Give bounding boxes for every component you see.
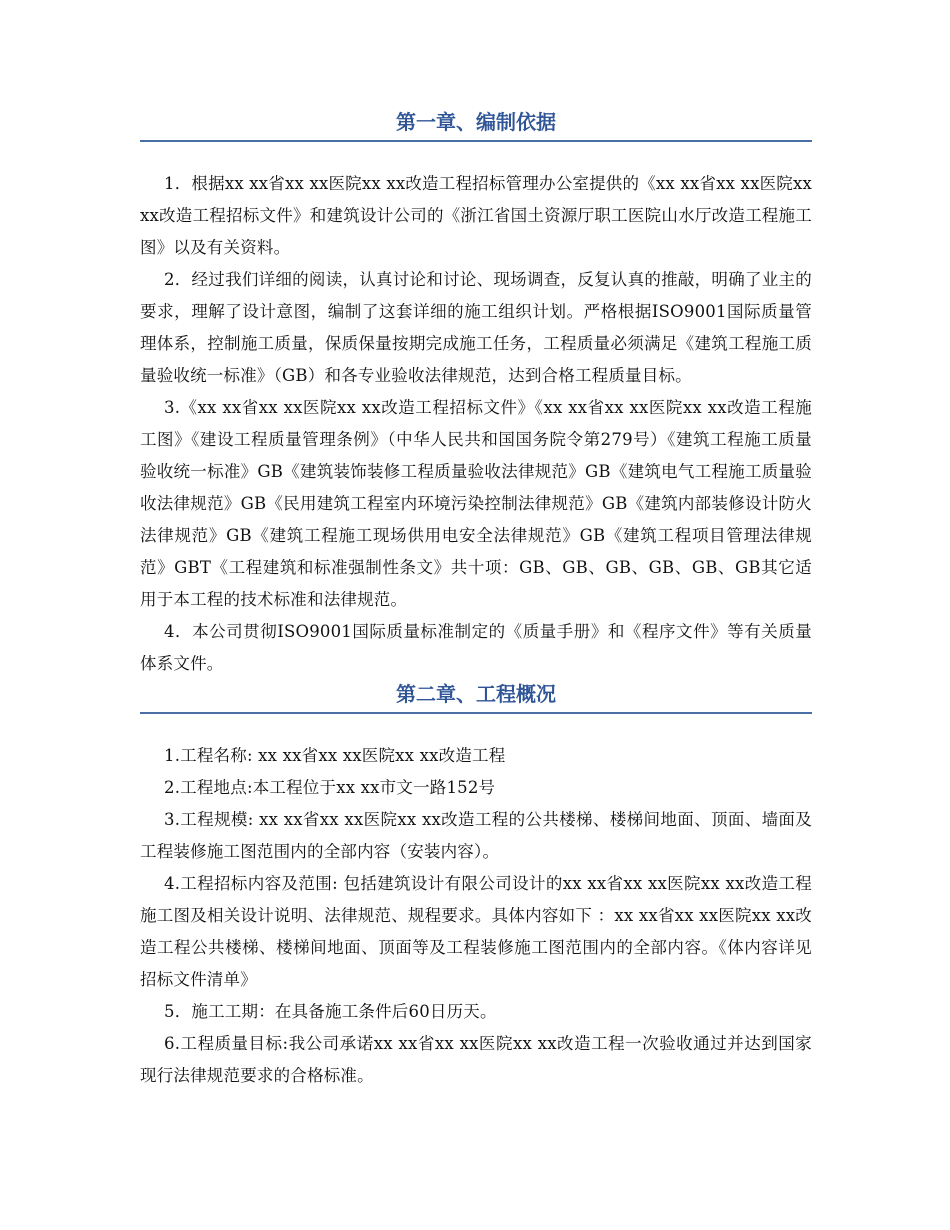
chapter-2-paragraph-2: 2.工程地点:本工程位于xx xx市文一路152号	[164, 778, 496, 797]
chapter-2-paragraph-3: 3.工程规模: xx xx省xx xx医院xx xx改造工程的公共楼梯、楼梯间地面、顶面、墙面及工程装修施工图范围内的全部内容（安装内容）。	[140, 810, 812, 861]
chapter-1-body	[140, 142, 812, 680]
chapter-2-paragraph-5: 5．施工工期：在具备施工条件后60日历天。	[164, 1002, 497, 1021]
chapter-2-paragraph-4: 4.工程招标内容及范围: 包括建筑设计有限公司设计的xx xx省xx xx医院xx xx改造工程施工图及相关设计说明、法律规范、规程要求。具体内容如下 ：xx xx省xx xx医院xx xx改造工程公共楼梯、楼梯间地面、顶面等及工程装修施工图范围内的全部内容。《体内容详见招标文件清单》	[140, 874, 812, 989]
chapter-2-body	[140, 714, 812, 1092]
chapter-1-heading: 第一章、编制依据	[140, 108, 812, 142]
chapter-2-heading: 第二章、工程概况	[140, 680, 812, 714]
chapter-1-paragraph-1: 1．根据xx xx省xx xx医院xx xx改造工程招标管理办公室提供的《xx xx省xx xx医院xx xx改造工程招标文件》和建筑设计公司的《浙江省国土资源厅职工医院山水厅改造工程施工图》以及有关资料。	[140, 174, 812, 257]
chapter-2-paragraph-6: 6.工程质量目标:我公司承诺xx xx省xx xx医院xx xx改造工程一次验收通过并达到国家现行法律规范要求的合格标准。	[140, 1034, 812, 1085]
chapter-2-paragraph-1: 1.工程名称: xx xx省xx xx医院xx xx改造工程	[164, 746, 506, 765]
document-page	[140, 108, 812, 1092]
chapter-1-paragraph-2: 2．经过我们详细的阅读，认真讨论和讨论、现场调查，反复认真的推敲，明确了业主的要求，理解了设计意图，编制了这套详细的施工组织计划。严格根据ISO9001国际质量管理体系，控制施工质量，保质保量按期完成施工任务，工程质量必须满足《建筑工程施工质量验收统一标准》（GB）和各专业验收法律规范，达到合格工程质量目标。	[140, 270, 812, 385]
chapter-1-paragraph-3: 3.《xx xx省xx xx医院xx xx改造工程招标文件》《xx xx省xx xx医院xx xx改造工程施工图》《建设工程质量管理条例》（中华人民共和国国务院令第279号）《建筑工程施工质量验收统一标准》GB《建筑装饰装修工程质量验收法律规范》GB《建筑电气工程施工质量验收法律规范》GB《民用建筑工程室内环境污染控制法律规范》GB《建筑内部装修设计防火法律规范》GB《建筑工程施工现场供用电安全法律规范》GB《建筑工程项目管理法律规范》GBT《工程建筑和标准强制性条文》共十项：GB、GB、GB、GB、GB、GB其它适用于本工程的技术标准和法律规范。	[140, 398, 812, 609]
chapter-1-paragraph-4: 4．本公司贯彻ISO9001国际质量标准制定的《质量手册》和《程序文件》等有关质量体系文件。	[140, 622, 812, 673]
